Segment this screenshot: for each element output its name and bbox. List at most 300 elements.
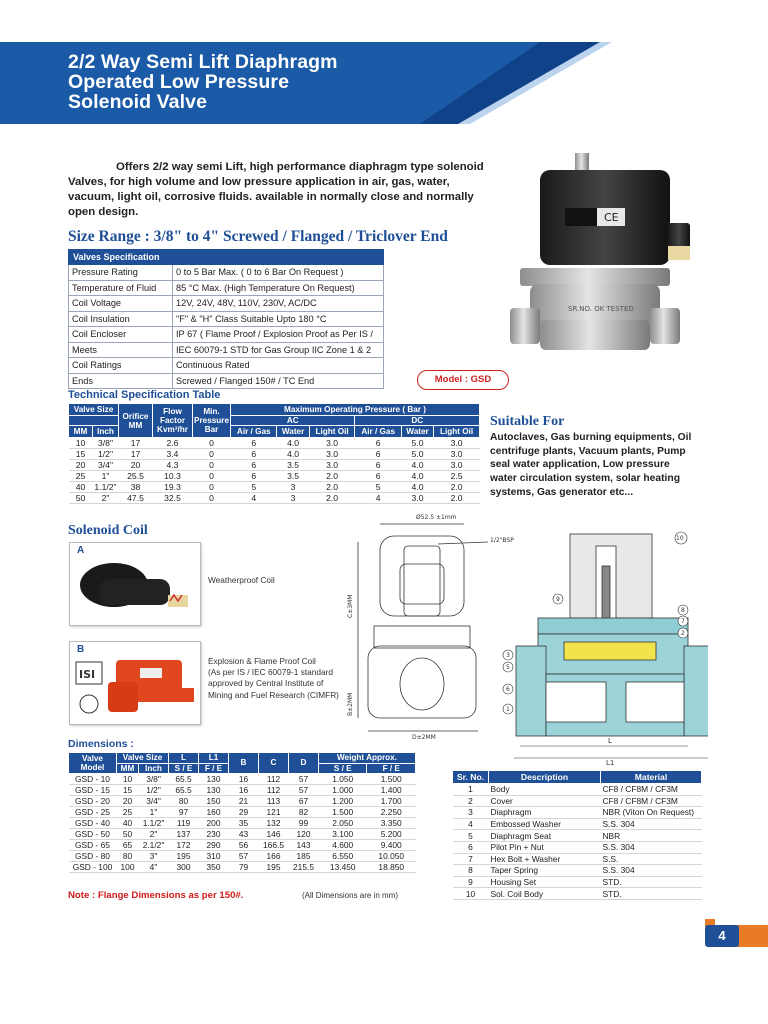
d-label: D±2MM (412, 734, 436, 741)
table-cell: 195 (259, 862, 289, 873)
table-cell: 99 (289, 818, 319, 829)
table-cell: 0 (193, 482, 231, 493)
col-ac-water: Water (277, 426, 309, 438)
intro-line-2: Valves, for high volume and low pressure application in air, gas, water, (68, 176, 450, 188)
table-row (453, 841, 702, 853)
table-row (453, 888, 702, 900)
table-cell: STD. (601, 888, 702, 900)
table-cell: 13.450 (319, 862, 367, 873)
col-material: Material (601, 771, 702, 784)
table-cell: 19.3 (153, 482, 193, 493)
intro-line-4: open design. (68, 206, 139, 218)
table-cell: 47.5 (119, 493, 153, 504)
table-cell: 1 (453, 784, 489, 796)
col-d: D (289, 753, 319, 774)
col-l1-fe: F / E (199, 763, 229, 774)
table-row (69, 265, 384, 281)
table-row (69, 807, 416, 818)
dimensions-body (69, 774, 416, 873)
spec-value: "F" & "H" Class Suitable Upto 180 °C (173, 311, 384, 327)
svg-text:SR.NO. OK TESTED: SR.NO. OK TESTED (568, 305, 634, 313)
model-badge: Model : GSD (417, 370, 509, 390)
spec-value: 0 to 5 Bar Max. ( 0 to 6 Bar On Request ) (173, 265, 384, 281)
table-cell: 4.0 (277, 449, 309, 460)
suitable-line: systems, Gas generator etc... (490, 486, 634, 498)
table-cell: 1.050 (319, 774, 367, 785)
table-cell: 1/2" (93, 449, 119, 460)
table-cell: 3.0 (309, 460, 355, 471)
col-ac-oil: Light Oil (309, 426, 355, 438)
table-cell: 2.1/2" (139, 840, 169, 851)
table-cell: 18.850 (367, 862, 416, 873)
table-cell: 2.0 (434, 482, 480, 493)
table-cell: 32.5 (153, 493, 193, 504)
table-row (69, 785, 416, 796)
l1-label: L1 (606, 759, 615, 766)
table-row (69, 482, 480, 493)
c-label: C±3MM (347, 594, 354, 618)
table-cell: 1.200 (319, 796, 367, 807)
tech-spec-body (69, 438, 480, 504)
intro-line-3: vacuum, light oil, corrosive fluids. available in normally close and normally (68, 191, 474, 203)
l-label: L (608, 737, 612, 745)
table-cell: 57 (229, 851, 259, 862)
b-label: B±2MM (347, 692, 354, 716)
page-title (68, 52, 338, 112)
coil-b-line: Explosion & Flame Proof Coil (208, 656, 316, 666)
table-cell: GSD - 10 (69, 774, 117, 785)
table-cell: 3.350 (367, 818, 416, 829)
col-ac: AC (231, 416, 355, 426)
table-cell: GSD - 100 (69, 862, 117, 873)
col-dc-oil: Light Oil (434, 426, 480, 438)
col-description: Description (489, 771, 601, 784)
coil-a-box (69, 542, 201, 626)
table-cell: 1" (93, 471, 119, 482)
table-cell: 230 (199, 829, 229, 840)
table-cell: 57 (289, 785, 319, 796)
table-row (69, 774, 416, 785)
table-cell: 6 (453, 841, 489, 853)
table-cell: 17 (119, 438, 153, 449)
col-valve-size: Valve Size (69, 404, 119, 416)
table-cell: 2.6 (153, 438, 193, 449)
table-row (69, 311, 384, 327)
title-line-1: 2/2 Way Semi Lift Diaphragm (68, 51, 338, 73)
table-cell: 50 (117, 829, 139, 840)
spec-value: Screwed / Flanged 150# / TC End (173, 373, 384, 389)
table-cell: 2" (139, 829, 169, 840)
table-cell: 5 (231, 482, 277, 493)
table-cell: 97 (169, 807, 199, 818)
table-row (69, 796, 416, 807)
spec-key: Ends (69, 373, 173, 389)
table-cell: 25 (117, 807, 139, 818)
table-cell: 1" (139, 807, 169, 818)
valve-product-image (500, 148, 690, 368)
table-cell: 100 (117, 862, 139, 873)
table-cell: 6.550 (319, 851, 367, 862)
table-row (69, 438, 480, 449)
table-cell: 113 (259, 796, 289, 807)
table-cell: 112 (259, 774, 289, 785)
table-row (453, 795, 702, 807)
table-cell: 290 (199, 840, 229, 851)
col-weight: Weight Approx. (319, 753, 416, 764)
size-range-heading: Size Range : 3/8" to 4" Screwed / Flanged / Triclover End (68, 228, 448, 245)
table-cell: 2.050 (319, 818, 367, 829)
table-row (69, 460, 480, 471)
table-cell: 57 (289, 774, 319, 785)
table-cell: 4.0 (401, 460, 433, 471)
table-cell: 21 (229, 796, 259, 807)
dia-label: Ø52.5 ±1mm (416, 514, 457, 521)
table-row (453, 784, 702, 796)
table-cell: Cover (489, 795, 601, 807)
table-cell: 200 (199, 818, 229, 829)
coil-b-label (208, 656, 358, 701)
table-cell: 3/8" (139, 774, 169, 785)
col-weight-se: S / E (319, 763, 367, 774)
table-cell: 146 (259, 829, 289, 840)
spec-value: 85 °C Max. (High Temperature On Request) (173, 280, 384, 296)
table-cell: Pilot Pin + Nut (489, 841, 601, 853)
col-sr-no: Sr. No. (453, 771, 489, 784)
col-l: L (169, 753, 199, 764)
table-row (69, 829, 416, 840)
table-cell: 4.0 (277, 438, 309, 449)
table-cell: 3/4" (139, 796, 169, 807)
table-cell: 65.5 (169, 785, 199, 796)
page-tab-accent (734, 925, 768, 947)
table-cell: 0 (193, 493, 231, 504)
table-cell: 120 (289, 829, 319, 840)
table-row (69, 851, 416, 862)
table-cell: S.S. 304 (601, 841, 702, 853)
table-cell: 310 (199, 851, 229, 862)
table-row (69, 327, 384, 343)
callout-10: 10 (676, 535, 684, 542)
table-cell: 3 (277, 482, 309, 493)
dimension-drawing (338, 506, 708, 766)
table-cell: 2.0 (434, 493, 480, 504)
table-cell: 40 (117, 818, 139, 829)
callout-3: 3 (506, 652, 510, 659)
spec-key: Coil Ratings (69, 358, 173, 374)
table-cell: 130 (199, 785, 229, 796)
table-cell: 195 (169, 851, 199, 862)
svg-text:ISI: ISI (79, 668, 96, 681)
table-cell: CF8 / CF8M / CF3M (601, 784, 702, 796)
table-cell: 3.0 (434, 449, 480, 460)
table-cell: 15 (69, 449, 93, 460)
table-cell: 300 (169, 862, 199, 873)
table-cell: 8 (453, 865, 489, 877)
units-note: (All Dimensions are in mm) (302, 891, 399, 900)
table-row (69, 373, 384, 389)
materials-table (452, 770, 702, 900)
table-cell: 82 (289, 807, 319, 818)
table-cell: 2.5 (434, 471, 480, 482)
col-dc-air: Air / Gas (355, 426, 401, 438)
table-cell: 132 (259, 818, 289, 829)
table-cell: S.S. (601, 853, 702, 865)
col-max-pressure: Maximum Operating Pressure ( Bar ) (231, 404, 480, 416)
table-cell: 150 (199, 796, 229, 807)
spec-key: Meets (69, 342, 173, 358)
col-min-pressure: Min. Pressure Bar (193, 404, 231, 438)
table-cell: 215.5 (289, 862, 319, 873)
table-cell: 40 (69, 482, 93, 493)
table-row (453, 818, 702, 830)
table-cell: 3.5 (277, 471, 309, 482)
col-mm: MM (117, 763, 139, 774)
table-cell: 4" (139, 862, 169, 873)
table-cell: 3.0 (434, 438, 480, 449)
table-cell: 65 (117, 840, 139, 851)
flameproof-coil-image (70, 642, 200, 724)
spec-value: 12V, 24V, 48V, 110V, 230V, AC/DC (173, 296, 384, 312)
suitable-line: Autoclaves, Gas burning equipments, Oil (490, 432, 692, 443)
table-cell: 20 (119, 460, 153, 471)
table-cell: 16 (229, 785, 259, 796)
table-cell: 6 (231, 460, 277, 471)
table-cell: Diaphragm Seat (489, 830, 601, 842)
table-cell: 2.0 (309, 471, 355, 482)
callout-7: 7 (681, 618, 685, 625)
table-cell: 80 (169, 796, 199, 807)
table-cell: 10 (69, 438, 93, 449)
table-cell: 3.0 (434, 460, 480, 471)
table-cell: 43 (229, 829, 259, 840)
col-valve-size: Valve Size (117, 753, 169, 764)
coil-a-label: Weatherproof Coil (208, 575, 275, 585)
table-cell: 166 (259, 851, 289, 862)
table-row (69, 818, 416, 829)
spec-key: Coil Encloser (69, 327, 173, 343)
table-cell: 4.0 (401, 482, 433, 493)
table-cell: 2.0 (309, 493, 355, 504)
spec-value: Continuous Rated (173, 358, 384, 374)
table-cell: 160 (199, 807, 229, 818)
col-dc-water: Water (401, 426, 433, 438)
callout-2: 2 (681, 630, 685, 637)
flange-note: Note : Flange Dimensions as per 150#. (68, 890, 244, 901)
weatherproof-coil-image (70, 543, 200, 625)
col-c: C (259, 753, 289, 774)
table-row (453, 807, 702, 819)
spec-key: Temperature of Fluid (69, 280, 173, 296)
col-weight-fe: F / E (367, 763, 416, 774)
table-cell: 6 (355, 449, 401, 460)
solenoid-coil-title: Solenoid Coil (68, 523, 148, 538)
table-cell: GSD - 40 (69, 818, 117, 829)
table-cell: 185 (289, 851, 319, 862)
col-inch: Inch (139, 763, 169, 774)
table-cell: 5.0 (401, 438, 433, 449)
table-row (453, 830, 702, 842)
table-cell: 6 (231, 471, 277, 482)
table-row (69, 862, 416, 873)
spec-key: Pressure Rating (69, 265, 173, 281)
table-cell: 79 (229, 862, 259, 873)
table-cell: Hex Bolt + Washer (489, 853, 601, 865)
table-cell: 3.0 (309, 449, 355, 460)
table-cell: 6 (231, 438, 277, 449)
table-cell: 5 (355, 482, 401, 493)
table-cell: 2" (93, 493, 119, 504)
table-cell: 3.0 (309, 438, 355, 449)
table-cell: 10.050 (367, 851, 416, 862)
intro-text (68, 160, 518, 220)
table-cell: 130 (199, 774, 229, 785)
table-cell: 5 (453, 830, 489, 842)
table-cell: 9 (453, 876, 489, 888)
table-cell: 121 (259, 807, 289, 818)
suitable-line: water circulation system, solar heating (490, 473, 680, 485)
spec-key: Coil Voltage (69, 296, 173, 312)
table-cell: 0 (193, 471, 231, 482)
coil-a-letter: A (77, 545, 85, 556)
table-cell: 1.400 (367, 785, 416, 796)
table-cell: 166.5 (259, 840, 289, 851)
table-cell: 3.4 (153, 449, 193, 460)
coil-b-letter: B (77, 644, 85, 655)
valves-spec-header: Valves Specification (69, 250, 384, 265)
table-cell: 10.3 (153, 471, 193, 482)
col-orifice: Orifice MM (119, 404, 153, 438)
table-cell: 6 (355, 471, 401, 482)
valves-spec-table (68, 249, 384, 389)
table-cell: S.S. 304 (601, 818, 702, 830)
table-row (69, 358, 384, 374)
table-cell: GSD - 80 (69, 851, 117, 862)
table-cell: Housing Set (489, 876, 601, 888)
table-cell: 0 (193, 460, 231, 471)
suitable-line: centrifuge plants, Vacuum plants, Pump (490, 445, 686, 457)
table-cell: 35 (229, 818, 259, 829)
table-cell: 350 (199, 862, 229, 873)
table-cell: S.S. 304 (601, 865, 702, 877)
table-cell: 1.500 (319, 807, 367, 818)
table-cell: 3/8" (93, 438, 119, 449)
table-cell: NBR (Viton On Request) (601, 807, 702, 819)
table-cell: 0 (193, 449, 231, 460)
table-cell: 0 (193, 438, 231, 449)
table-cell: 5.200 (367, 829, 416, 840)
table-cell: 3.100 (319, 829, 367, 840)
table-cell: 3 (277, 493, 309, 504)
table-cell: Sol. Coil Body (489, 888, 601, 900)
bsp-label: 1/2"BSP (490, 537, 514, 544)
table-row (69, 296, 384, 312)
col-valve-model: Valve Model (69, 753, 117, 774)
table-cell: 56 (229, 840, 259, 851)
table-cell: GSD - 15 (69, 785, 117, 796)
table-cell: 112 (259, 785, 289, 796)
table-cell: 1.1/2" (94, 482, 117, 492)
table-cell: Body (489, 784, 601, 796)
table-cell: 4.600 (319, 840, 367, 851)
table-cell: 7 (453, 853, 489, 865)
coil-b-line: approved by Central Institute of (208, 678, 324, 689)
tech-spec-table (68, 403, 480, 504)
table-cell: 16 (229, 774, 259, 785)
table-cell: 119 (169, 818, 199, 829)
tech-spec-title: Technical Specification Table (68, 389, 221, 401)
table-cell: STD. (601, 876, 702, 888)
col-flow: Flow Factor Kvm³/hr (153, 404, 193, 438)
table-cell: 2 (453, 795, 489, 807)
table-row (69, 342, 384, 358)
table-cell: 17 (119, 449, 153, 460)
col-ac-air: Air / Gas (231, 426, 277, 438)
col-b: B (229, 753, 259, 774)
table-cell: 9.400 (367, 840, 416, 851)
table-row (69, 840, 416, 851)
table-cell: 3 (453, 807, 489, 819)
table-cell: 4 (453, 818, 489, 830)
callout-1: 1 (506, 706, 510, 713)
table-cell: NBR (601, 830, 702, 842)
col-l-se: S / E (169, 763, 199, 774)
table-cell: 1.500 (367, 774, 416, 785)
table-cell: 172 (169, 840, 199, 851)
table-cell: 3/4" (93, 460, 119, 471)
callout-9: 9 (556, 596, 560, 603)
title-line-2: Operated Low Pressure (68, 71, 290, 93)
dimensions-table (68, 752, 416, 873)
table-cell: 6 (355, 460, 401, 471)
table-cell: 1.700 (367, 796, 416, 807)
table-cell: 29 (229, 807, 259, 818)
table-row (69, 493, 480, 504)
table-cell: 20 (69, 460, 93, 471)
table-row (453, 865, 702, 877)
table-cell: 25.5 (119, 471, 153, 482)
col-dc: DC (355, 416, 480, 426)
coil-b-line: Mining and Fuel Research (CIMFR) (208, 689, 339, 700)
materials-body (453, 784, 702, 900)
coil-b-line: (As per IS / IEC 60079-1 standard (208, 667, 333, 678)
spec-value: IP 67 ( Flame Proof / Explosion Proof as Per IS / (173, 327, 384, 343)
table-cell: 1/2" (139, 785, 169, 796)
dimensions-title: Dimensions : (68, 738, 134, 750)
table-cell: Embossed Washer (489, 818, 601, 830)
table-cell: GSD - 50 (69, 829, 117, 840)
table-cell: Taper Spring (489, 865, 601, 877)
table-cell: CF8 / CF8M / CF3M (601, 795, 702, 807)
table-cell: 4.0 (401, 471, 433, 482)
table-row (69, 280, 384, 296)
coil-b-box (69, 641, 201, 725)
table-cell: GSD - 65 (69, 840, 117, 851)
callout-8: 8 (681, 607, 685, 614)
spec-key: Coil Insulation (69, 311, 173, 327)
table-cell: 6 (231, 449, 277, 460)
table-cell: 143 (289, 840, 319, 851)
spec-value: IEC 60079-1 STD for Gas Group IIC Zone 1 & 2 (173, 342, 384, 358)
table-row (453, 876, 702, 888)
table-row (69, 471, 480, 482)
suitable-line: seal water application, Low pressure (490, 459, 670, 471)
table-cell: 6 (355, 438, 401, 449)
table-cell: 1.1/2" (139, 818, 169, 829)
table-cell: Diaphragm (489, 807, 601, 819)
table-cell: 3" (139, 851, 169, 862)
table-cell: 2.250 (367, 807, 416, 818)
table-row (453, 853, 702, 865)
